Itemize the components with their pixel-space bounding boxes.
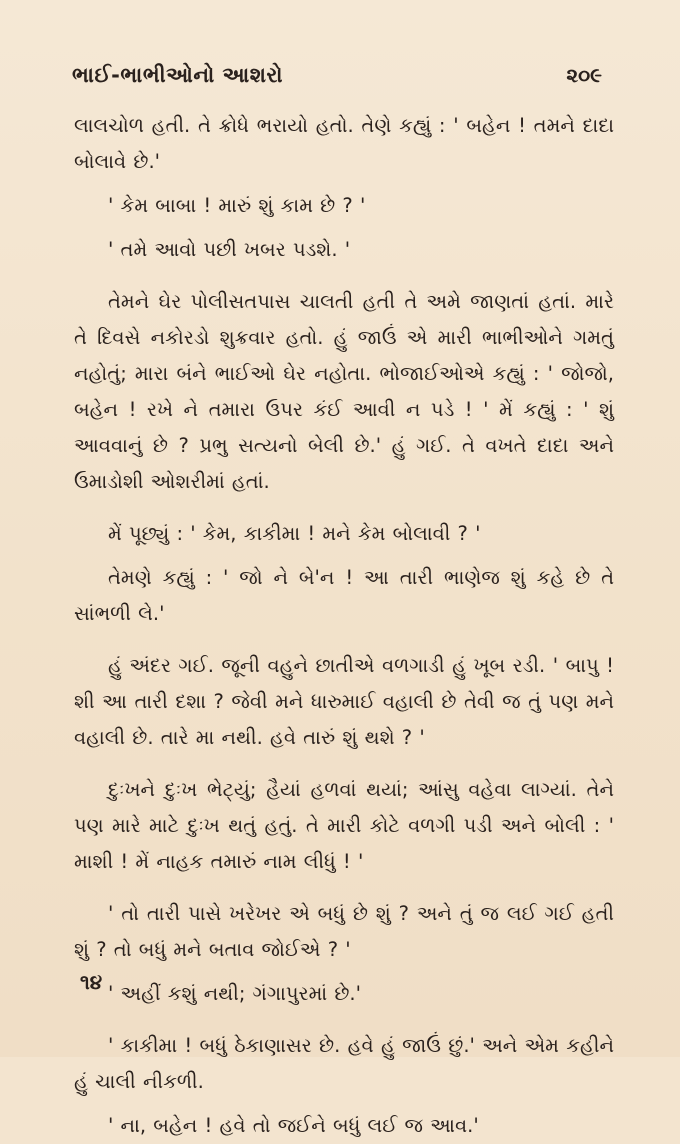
- paragraph-continued: લાલચોળ હતી. તે ક્રોધે ભરાયો હતો. તેણે કહ્યું : ' બહેન ! તમને દાદા બોલાવે છે.': [74, 114, 614, 173]
- paragraph: દુઃખને દુઃખ ભેટ્યું; હૈયાં હળવાં થયાં; આંસુ વહેવા લાગ્યાં. તેને પણ મારે માટે દુઃખ થતું હતું. તે મારી કોટે વળગી પડી અને બોલી : ' માશી ! મેં નાહક તમારું નામ લીધું ! ': [74, 778, 614, 873]
- paragraph: તેમને ઘેર પોલીસતપાસ ચાલતી હતી તે અમે જાણતાં હતાં. મારે તે દિવસે નકોરડો શુક્રવાર હતો. હું જાઉં એ મારી ભાભીઓને ગમતું નહોતું; મારા બંને ભાઈઓ ઘેર નહોતા. ભોજાઈઓએ કહ્યું : ' જોજો, બહેન ! રખે ને તમારા ઉપર કંઈ આવી ન પડે ! ' મેં કહ્યું : ' શું આવવાનું છે ? પ્રભુ સત્યનો બેલી છે.' હું ગઈ. તે વખતે દાદા અને ઉમાડોશી ઓશરીમાં હતાં.: [74, 290, 614, 493]
- paragraph: ' તો તારી પાસે ખરેખર એ બધું છે શું ? અને તું જ લઈ ગઈ હતી શું ? તો બધું મને બતાવ જોઈએ ? ': [74, 902, 614, 961]
- page-header: [72, 58, 602, 92]
- paragraph: હું અંદર ગઈ. જૂની વહુને છાતીએ વળગાડી હું ખૂબ રડી. ' બાપુ ! શી આ તારી દશા ? જેવી મને ધારુમાઈ વહાલી છે તેવી જ તું પણ મને વહાલી છે. તારે મા નથી. હવે તારું શું થશે ? ': [74, 654, 614, 749]
- dialogue-line: ' તમે આવો પછી ખબર પડશે. ': [108, 238, 351, 261]
- signature-number: ૧૪: [80, 970, 103, 994]
- dialogue-line: ' કેમ બાબા ! મારું શું કામ છે ? ': [108, 194, 366, 217]
- paragraph: ' કાકીમા ! બધું ઠેકાણાસર છે. હવે હું જાઉં છું.' અને એમ કહીને હું ચાલી નીકળી.: [74, 1034, 614, 1093]
- running-head: ભાઈ-ભાભીઓનો આશરો: [72, 62, 284, 87]
- dialogue-line: ' ના, બહેન ! હવે તો જઈને બધું લઈ જ આવ.': [108, 1114, 479, 1137]
- paragraph: તેમણે કહ્યું : ' જો ને બે'ન ! આ તારી ભાણેજ શું કહે છે તે સાંભળી લે.': [74, 566, 614, 625]
- dialogue-line: ' અહીં કશું નથી; ગંગાપુરમાં છે.': [108, 982, 361, 1005]
- body-text: [74, 108, 614, 1144]
- page-number: ૨૦૯: [566, 63, 602, 87]
- dialogue-line: મેં પૂછ્યું : ' કેમ, કાકીમા ! મને કેમ બોલાવી ? ': [108, 522, 481, 545]
